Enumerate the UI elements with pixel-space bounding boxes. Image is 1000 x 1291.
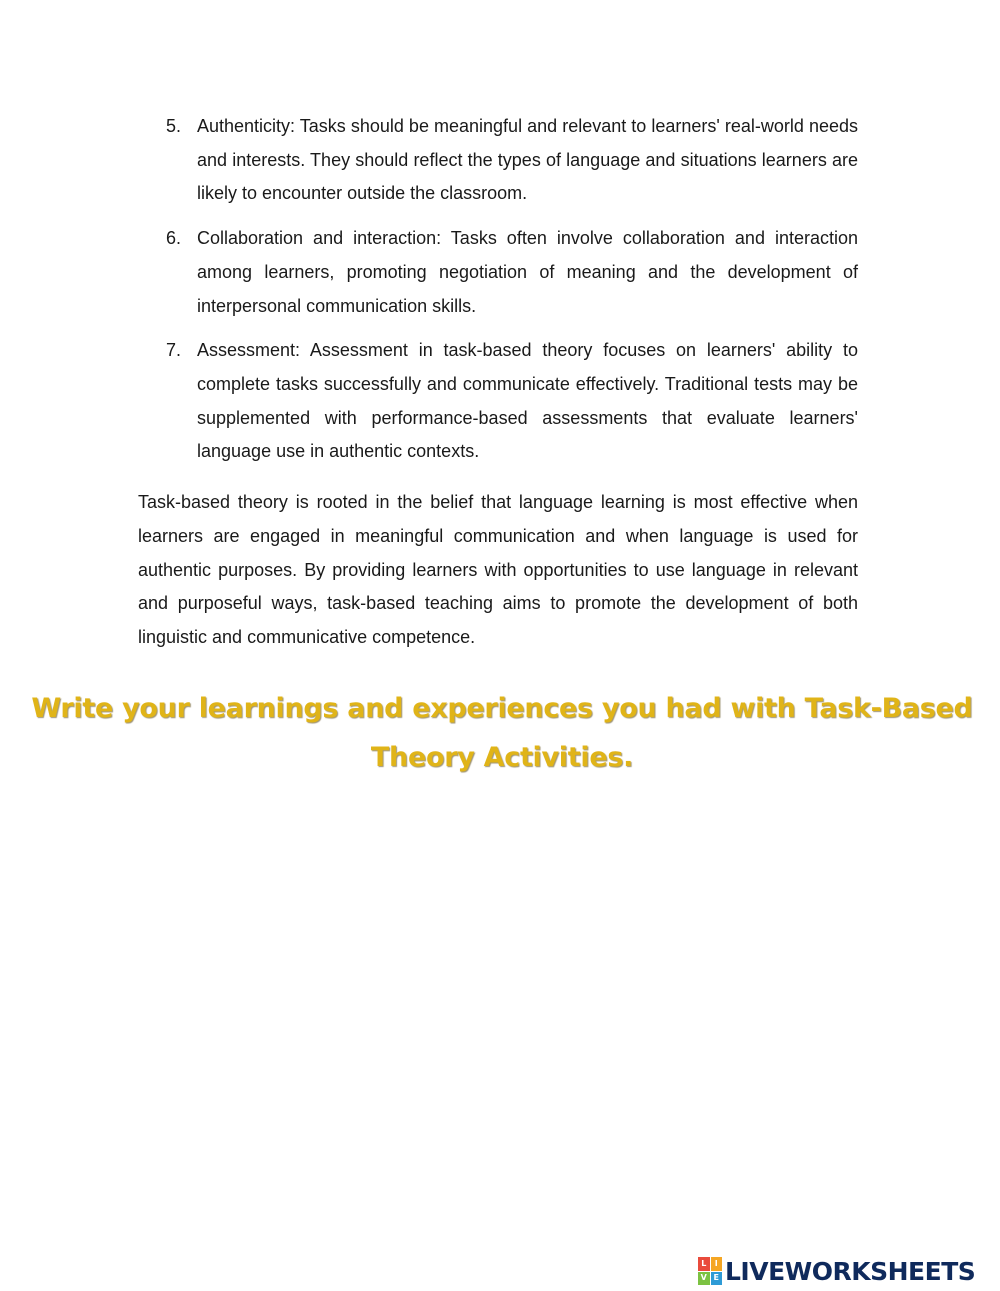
logo-letter-e: E: [711, 1272, 723, 1286]
liveworksheets-brand: [698, 1255, 975, 1287]
prompt-heading: [20, 684, 984, 782]
brand-name: LIVEWORKSHEETS: [725, 1256, 976, 1286]
list-item-number: 6.: [166, 228, 182, 249]
logo-letter-v: V: [698, 1272, 710, 1286]
prompt-heading-line2: Theory Activities.: [370, 742, 634, 773]
list-item-text: Assessment: Assessment in task-based theory focuses on learners' ability to complete tasks successfully and communicate effectively. Traditional tests may be supplemented with performance-based assessments that evaluate learners' language use in authentic contexts.: [197, 340, 858, 462]
list-item-text: Authenticity: Tasks should be meaningful and relevant to learners' real-world needs and interests. They should reflect the types of language and situations learners are likely to encounter outside the classroom.: [197, 116, 858, 204]
prompt-heading-line1: Write your learnings and experiences you had with Task-Based: [31, 693, 973, 724]
list-item: [138, 334, 858, 469]
numbered-list: [138, 110, 858, 480]
list-item-number: 7.: [166, 340, 182, 361]
list-item: [138, 222, 858, 323]
liveworksheets-logo-icon: [698, 1257, 722, 1285]
list-item-text: Collaboration and interaction: Tasks often involve collaboration and interaction among learners, promoting negotiation of meaning and the development of interpersonal communication skills.: [197, 228, 858, 316]
list-item-number: 5.: [166, 116, 182, 136]
logo-letter-l: L: [698, 1257, 710, 1271]
body-paragraph: Task-based theory is rooted in the belief that language learning is most effective when learners are engaged in meaningful communication and when language is used for authentic purposes. By providing learners with opportunities to use language in relevant and purposeful ways, task-based teaching aims to promote the development of both linguistic and communicative competence.: [138, 492, 858, 648]
logo-letter-i: I: [711, 1257, 723, 1271]
list-item: [138, 110, 858, 211]
